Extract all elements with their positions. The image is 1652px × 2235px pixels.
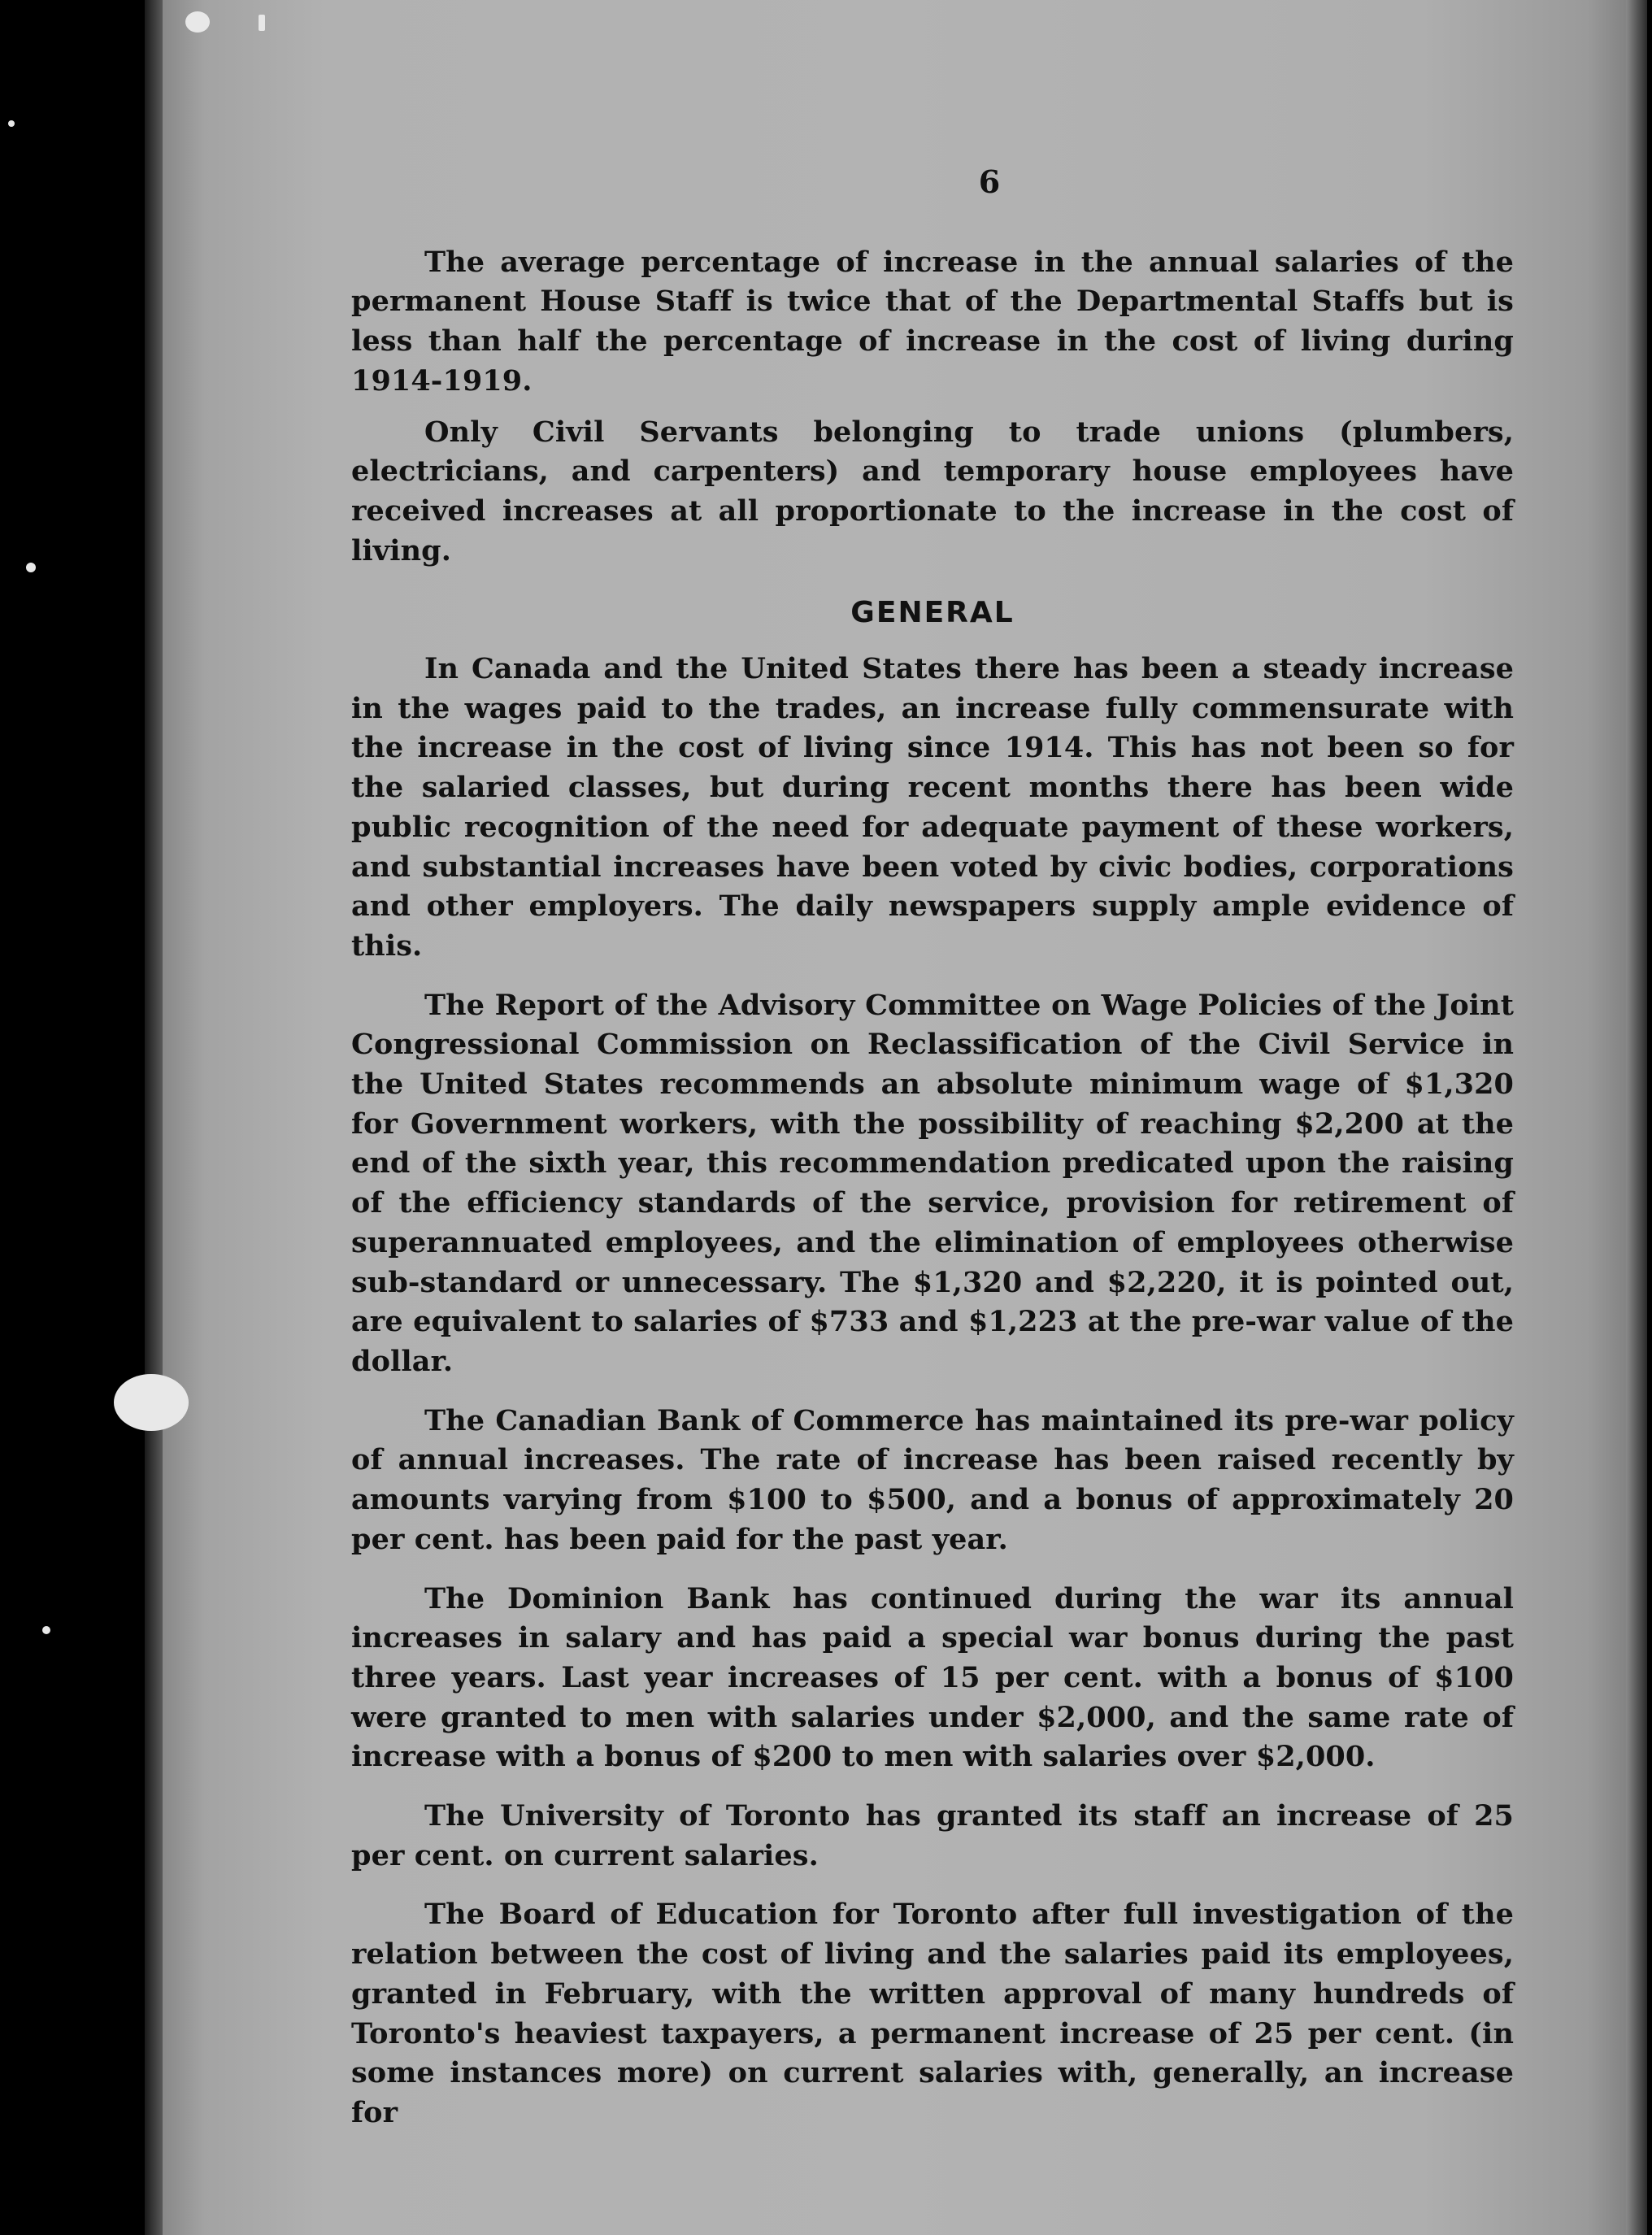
section-heading: GENERAL: [850, 596, 1015, 630]
scan-speck: [114, 1374, 189, 1431]
paragraph-house-staff: The average percentage of increase in the annual salaries of the permanent House Staff is twice that of the Departmental Staffs but is less than half the percentage of increase in the cost of living during 1914-1919.: [351, 245, 1514, 398]
scan-speck: [8, 120, 15, 127]
document-body: [351, 163, 1514, 2153]
page-left-edge: [145, 0, 163, 2235]
page-number: 6: [978, 163, 1001, 200]
scan-speck: [259, 15, 265, 31]
scan-speck: [185, 11, 210, 33]
scan-speck: [42, 1626, 50, 1634]
paragraph-board-of-education: The Board of Education for Toronto after full investigation of the relation between the cost of living and the salaries paid its employees, granted in February, with the written approval of many hundreds of Toronto's heaviest taxpayers, a permanent increase of 25 per cent. (in some instances more) on current salaries with, generally, an increase for: [351, 1898, 1514, 2129]
scan-speck: [26, 563, 36, 572]
paragraph-trade-unions: Only Civil Servants belonging to trade unions (plumbers, electricians, and carpenters) and temporary house employees have received increases at all proportionate to the increase in the cost of living.: [351, 415, 1514, 567]
page-right-edge: [1626, 0, 1647, 2235]
paragraph-dominion-bank: The Dominion Bank has continued during the war its annual increases in salary and has paid a special war bonus during the past three years. Last year increases of 15 per cent. with a bonus of $100 were granted to men with salaries under $2,000, and the same rate of increase with a bonus of $200 to men with salaries over $2,000.: [351, 1581, 1514, 1774]
paragraph-bank-of-commerce: The Canadian Bank of Commerce has maintained its pre-war policy of annual increases. The rate of increase has been raised recently by amounts varying from $100 to $500, and a bonus of approximately 20 per cent. has been paid for the past year.: [351, 1403, 1514, 1556]
paragraph-advisory-committee: The Report of the Advisory Committee on Wage Policies of the Joint Congressional Commission on Reclassification of the Civil Service in the United States recommends an absolute minimum wage of $1,320 for Government workers, with the possibility of reaching $2,200 at the end of the sixth year, this recommendation predicated upon the raising of the efficiency standards of the service, provision for retirement of superannuated employees, and the elimination of employees otherwise sub-standard or unnecessary. The $1,320 and $2,220, it is pointed out, are equivalent to salaries of $733 and $1,223 at the pre-war value of the dollar.: [351, 988, 1514, 1378]
paragraph-university-toronto: The University of Toronto has granted its staff an increase of 25 per cent. on current salaries.: [351, 1799, 1514, 1872]
paragraph-canada-us: In Canada and the United States there has been a steady increase in the wages paid to the trades, an increase fully commensurate with the increase in the cost of living since 1914. This has not been so for the salaried classes, but during recent months there has been wide public recognition of the need for adequate payment of these workers, and substantial increases have been voted by civic bodies, corporations and other employers. The daily newspapers supply ample evidence of this.: [351, 652, 1514, 963]
